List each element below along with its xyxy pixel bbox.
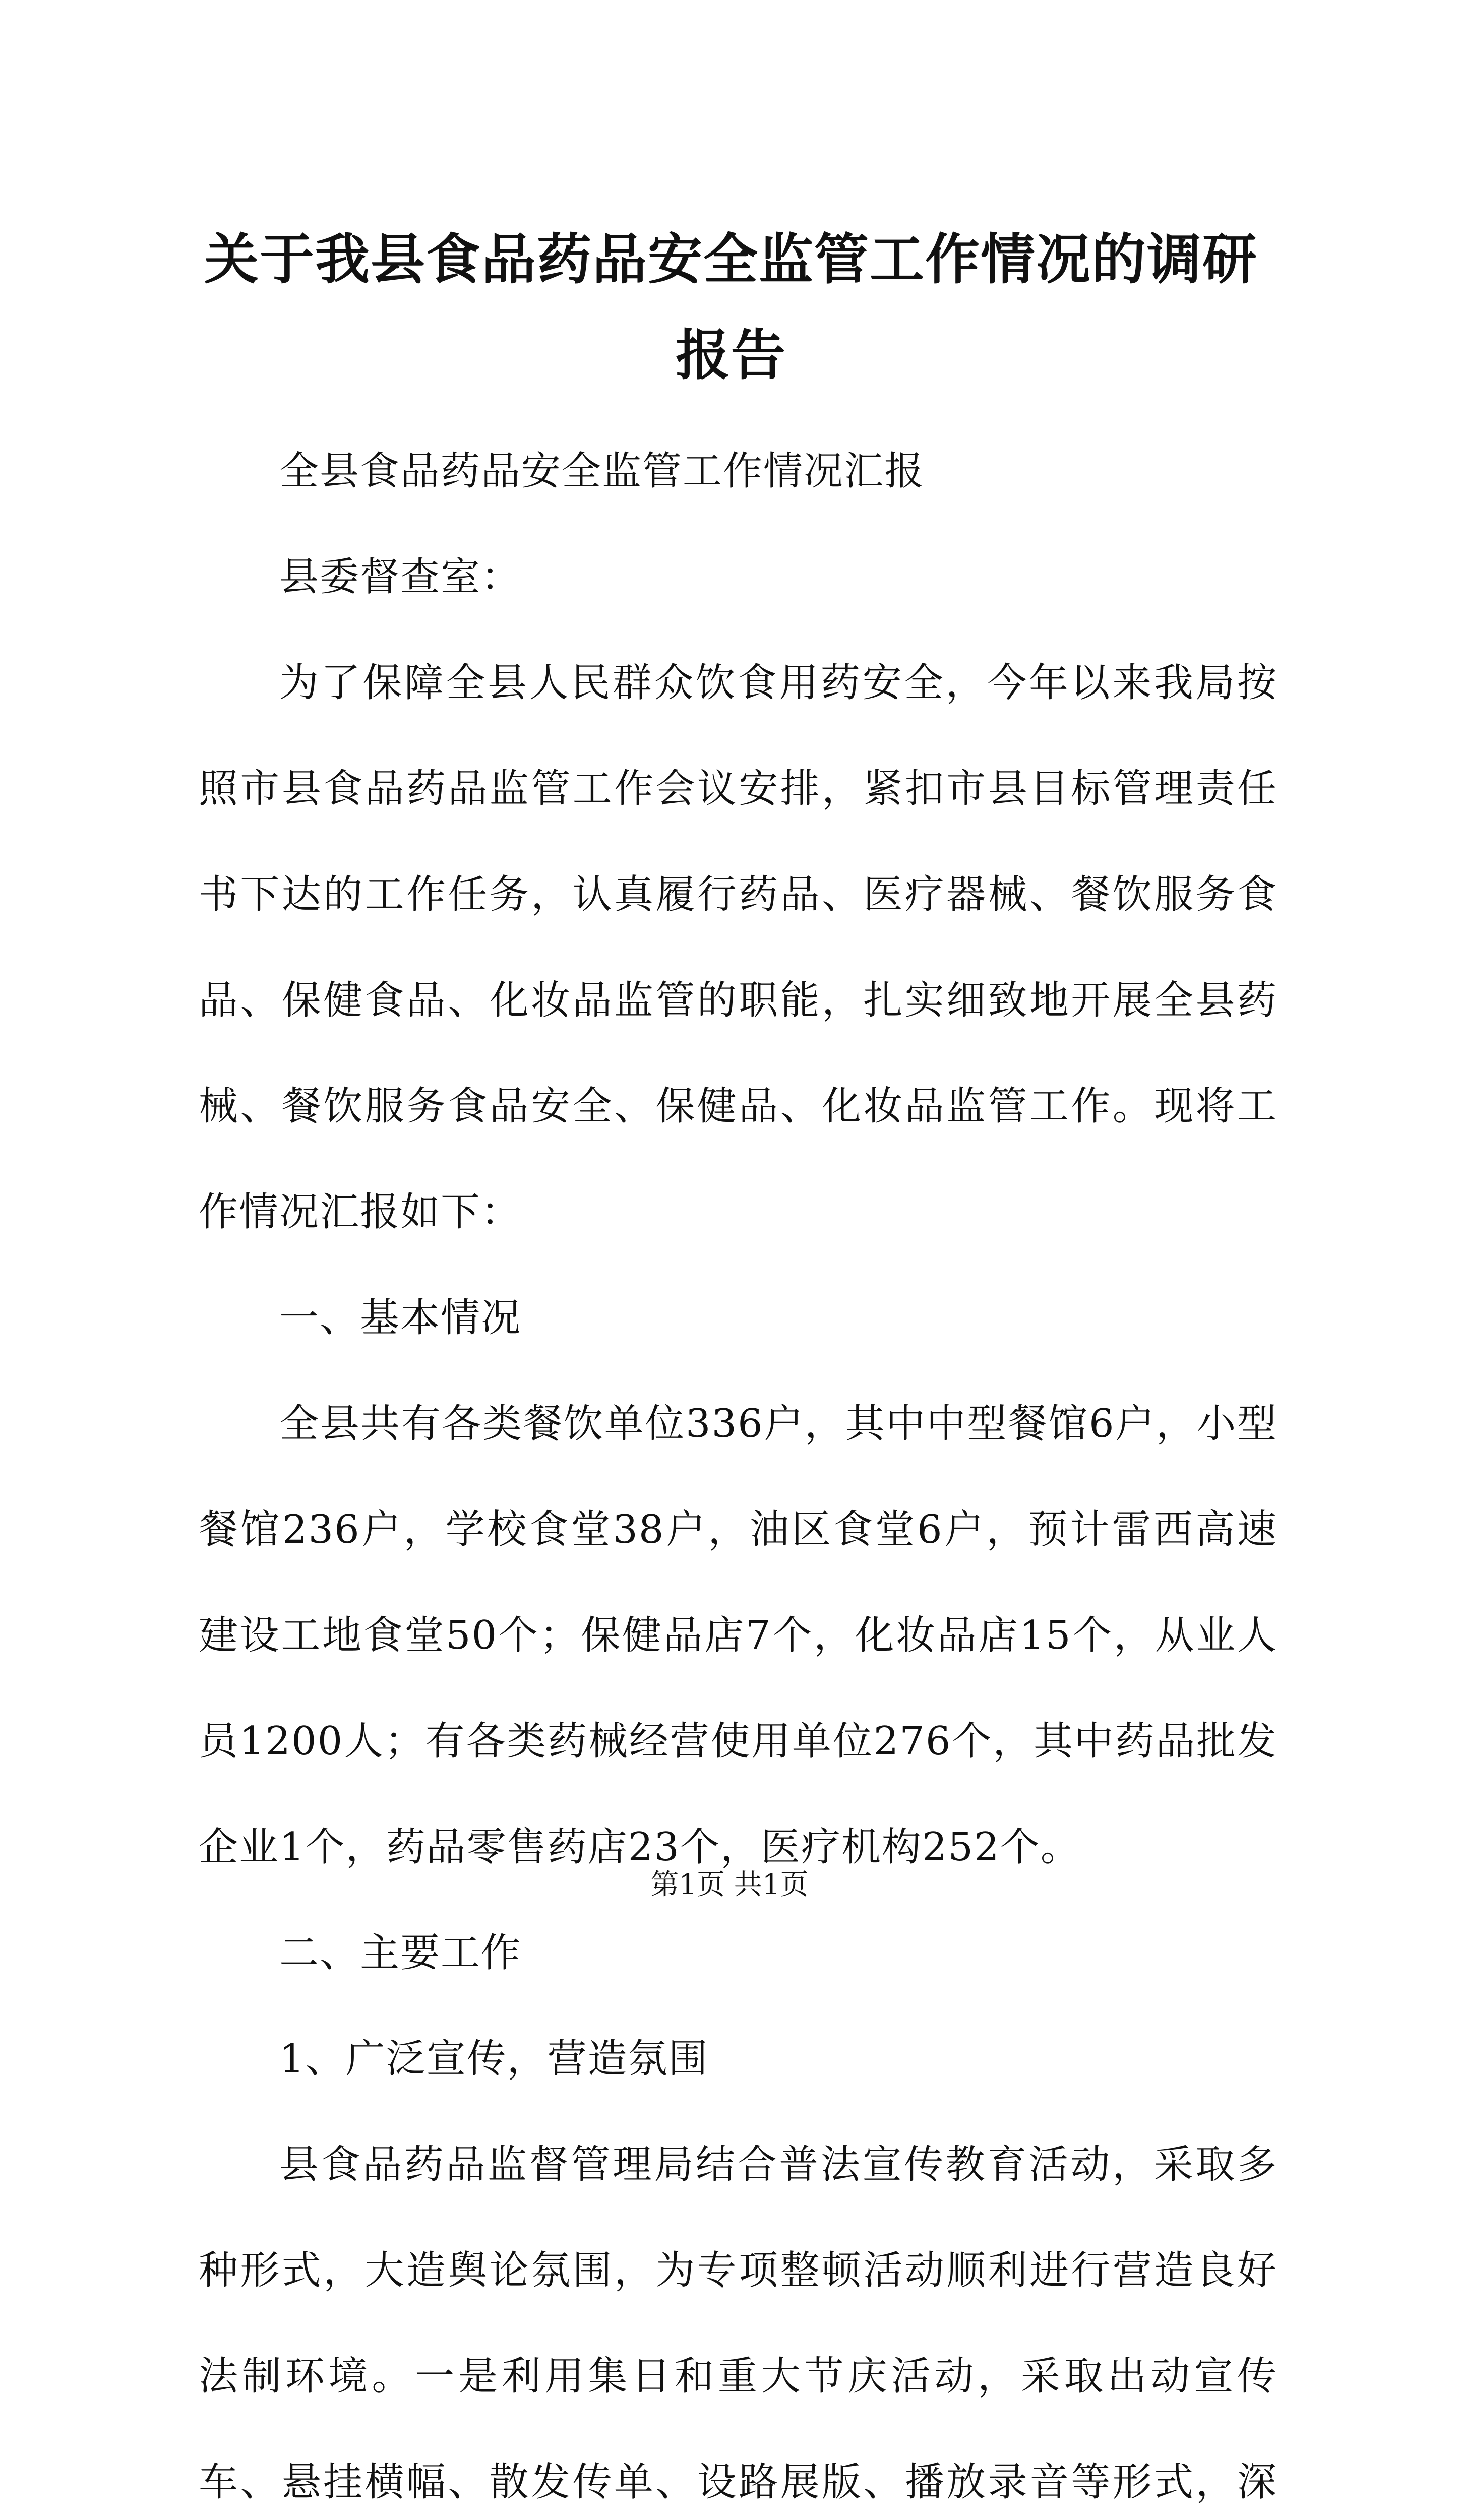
paragraph-addressee: 县委督查室：: [279, 554, 522, 600]
paragraph-intro: 为了保障全县人民群众饮食用药安全，今年以来我局按照市县食品药品监管工作会议安排，紧扣市县目标管理责任书下达的工作任务，认真履行药品、医疗器械、餐饮服务食品、保健食品、化妆品监管的职能，扎实细致地开展全县药械、餐饮服务食品安全、保健品、化妆品监管工作。现将工作情况汇报如下：: [199, 660, 1278, 1235]
section-heading-main-work: 二、主要工作: [279, 1930, 522, 1976]
subsection-heading-publicity: 1、广泛宣传，营造氛围: [279, 2036, 709, 2082]
document-title: 关于我县食品药品安全监管工作情况的调研报告: [204, 228, 1258, 387]
section-heading-basic-situation: 一、基本情况: [279, 1295, 522, 1341]
paragraph-publicity: 县食品药品监督管理局结合普法宣传教育活动，采取多种形式，大造舆论氛围，为专项整顿活动顺利进行营造良好法制环境。一是利用集日和重大节庆活动，采取出动宣传车、悬挂横幅、散发传单、设路展版、播放录音等形式，深: [199, 2142, 1278, 2505]
document-body: [199, 418, 1278, 2520]
paragraph-basic-situation: 全县共有各类餐饮单位336户，其中中型餐馆6户，小型餐馆236户，学校食堂38户，油区食堂6户，预计雷西高速建设工地食堂50个；保健品店7个，化妆品店15个，从业人员1200人；有各类药械经营使用单位276个，其中药品批发企业1个，药品零售药店23个，医疗机构252个。: [199, 1401, 1278, 1870]
paragraph-report-heading: 全县食品药品安全监管工作情况汇报: [279, 449, 925, 494]
page-footer: 第1页 共1页: [650, 1868, 809, 1901]
